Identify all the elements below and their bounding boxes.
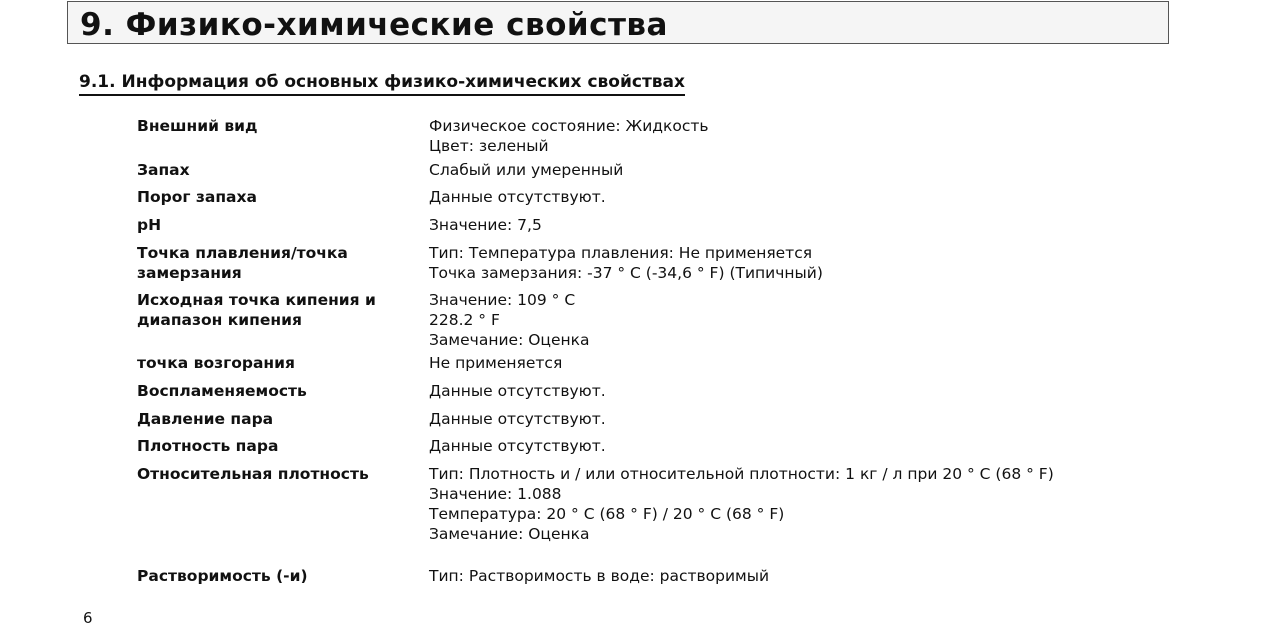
property-label: Воспламеняемость — [137, 382, 307, 400]
property-value: Значение: 1.088 — [429, 485, 562, 503]
property-values — [429, 290, 1089, 350]
property-value: Тип: Температура плавления: Не применяется — [429, 244, 813, 262]
property-label: Относительная плотность — [137, 465, 369, 483]
property-values — [429, 187, 1089, 207]
section-title: 9. Физико-химические свойства — [80, 7, 668, 43]
property-values — [429, 116, 1089, 156]
property-values — [429, 215, 1089, 235]
property-values — [429, 381, 1089, 401]
property-label: Точка плавления/точка замерзания — [137, 244, 348, 282]
property-value: Значение: 109 ° C — [429, 291, 576, 309]
subsection-title: 9.1. Информация об основных физико-химических свойствах — [79, 71, 685, 96]
property-value: 228.2 ° F — [429, 311, 500, 329]
property-value: Замечание: Оценка — [429, 525, 590, 543]
section-header — [67, 1, 1169, 44]
property-value: Тип: Плотность и / или относительной плотности: 1 кг / л при 20 ° C (68 ° F) — [429, 465, 1054, 483]
property-value: Тип: Растворимость в воде: растворимый — [429, 567, 770, 585]
property-values — [429, 160, 1089, 180]
property-values — [429, 353, 1089, 373]
property-label: Давление пара — [137, 410, 274, 428]
property-values — [429, 243, 1089, 283]
property-value: Данные отсутствуют. — [429, 382, 606, 400]
property-values — [429, 436, 1089, 456]
property-values — [429, 464, 1089, 544]
property-label: Запах — [137, 161, 190, 179]
property-value: Данные отсутствуют. — [429, 410, 606, 428]
property-label: Плотность пара — [137, 437, 279, 455]
property-values — [429, 409, 1089, 429]
property-value: Данные отсутствуют. — [429, 437, 606, 455]
property-value: Замечание: Оценка — [429, 331, 590, 349]
property-values — [429, 566, 1089, 586]
property-value: Физическое состояние: Жидкость — [429, 117, 709, 135]
property-value: Слабый или умеренный — [429, 161, 624, 179]
property-label: Растворимость (-и) — [137, 567, 308, 585]
property-value: Цвет: зеленый — [429, 137, 549, 155]
property-label: точка возгорания — [137, 354, 295, 372]
property-value: Значение: 7,5 — [429, 216, 542, 234]
property-value: Точка замерзания: -37 ° C (-34,6 ° F) (Типичный) — [429, 264, 823, 282]
property-label: Внешний вид — [137, 117, 258, 135]
property-label: Порог запаха — [137, 188, 257, 206]
property-label: Исходная точка кипения и диапазон кипения — [137, 291, 376, 329]
page-number: 6 — [83, 609, 93, 627]
property-value: Данные отсутствуют. — [429, 188, 606, 206]
property-value: Температура: 20 ° C (68 ° F) / 20 ° C (68 ° F) — [429, 505, 785, 523]
property-label: pH — [137, 216, 162, 234]
property-value: Не применяется — [429, 354, 563, 372]
